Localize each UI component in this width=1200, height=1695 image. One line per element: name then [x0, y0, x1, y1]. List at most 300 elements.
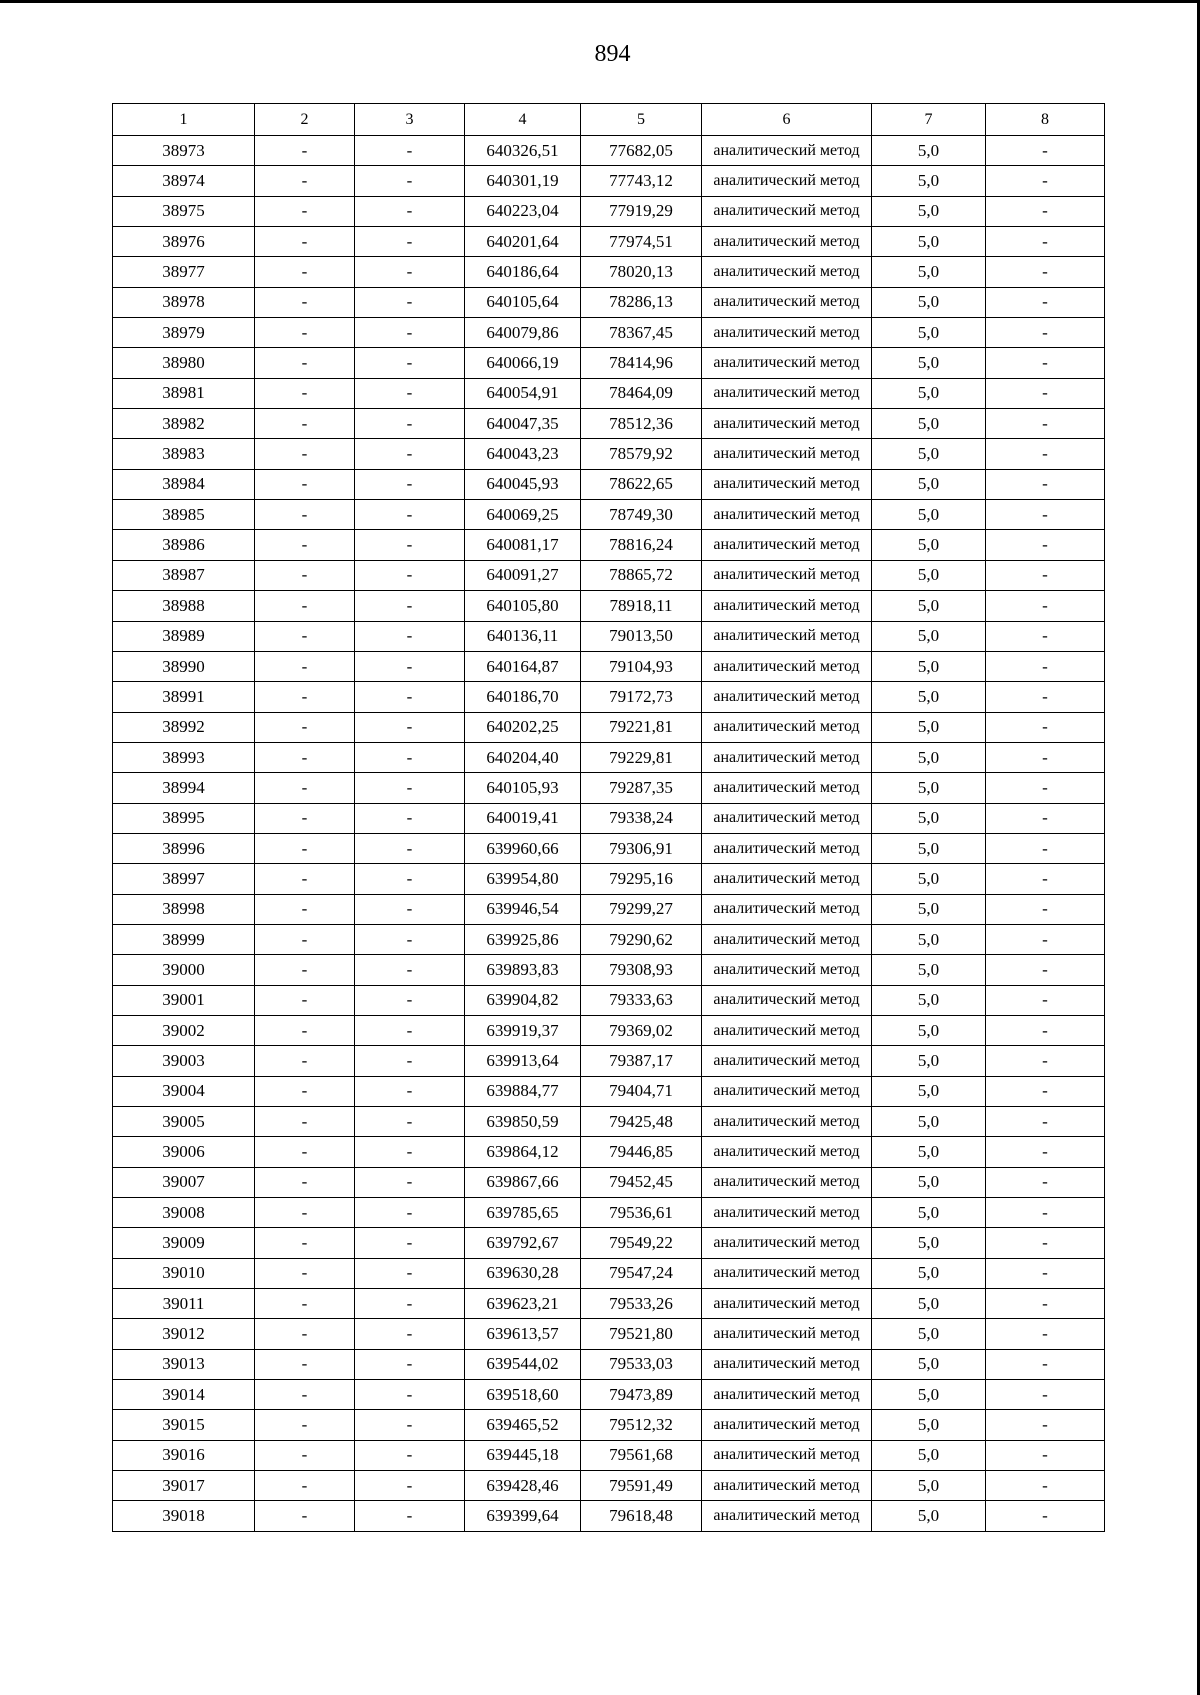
- col8-cell: -: [986, 1167, 1105, 1197]
- col8-cell: -: [986, 560, 1105, 590]
- method-cell: аналитический метод: [702, 227, 872, 257]
- x-coordinate-cell: 639864,12: [465, 1137, 581, 1167]
- col3-cell: -: [355, 864, 465, 894]
- point-number-cell: 38974: [113, 166, 255, 196]
- point-number-cell: 39002: [113, 1015, 255, 1045]
- x-coordinate-cell: 639465,52: [465, 1410, 581, 1440]
- col8-cell: -: [986, 227, 1105, 257]
- y-coordinate-cell: 78749,30: [581, 500, 702, 530]
- point-number-cell: 38979: [113, 318, 255, 348]
- col2-cell: -: [255, 500, 355, 530]
- table-row: [113, 833, 1105, 863]
- col8-cell: -: [986, 287, 1105, 317]
- col3-cell: -: [355, 439, 465, 469]
- point-number-cell: 39015: [113, 1410, 255, 1440]
- x-coordinate-cell: 639785,65: [465, 1198, 581, 1228]
- accuracy-cell: 5,0: [872, 1410, 986, 1440]
- table-row: [113, 1410, 1105, 1440]
- col8-cell: -: [986, 1046, 1105, 1076]
- col8-cell: -: [986, 712, 1105, 742]
- col2-cell: -: [255, 287, 355, 317]
- col2-cell: -: [255, 955, 355, 985]
- col2-cell: -: [255, 1349, 355, 1379]
- method-cell: аналитический метод: [702, 439, 872, 469]
- col2-cell: -: [255, 257, 355, 287]
- y-coordinate-cell: 79446,85: [581, 1137, 702, 1167]
- accuracy-cell: 5,0: [872, 742, 986, 772]
- x-coordinate-cell: 639884,77: [465, 1076, 581, 1106]
- table-row: [113, 318, 1105, 348]
- x-coordinate-cell: 639925,86: [465, 924, 581, 954]
- column-header: 4: [465, 104, 581, 136]
- accuracy-cell: 5,0: [872, 712, 986, 742]
- y-coordinate-cell: 79549,22: [581, 1228, 702, 1258]
- col8-cell: -: [986, 924, 1105, 954]
- method-cell: аналитический метод: [702, 985, 872, 1015]
- y-coordinate-cell: 78918,11: [581, 591, 702, 621]
- x-coordinate-cell: 639428,46: [465, 1471, 581, 1501]
- method-cell: аналитический метод: [702, 196, 872, 226]
- method-cell: аналитический метод: [702, 469, 872, 499]
- y-coordinate-cell: 78816,24: [581, 530, 702, 560]
- x-coordinate-cell: 639623,21: [465, 1289, 581, 1319]
- x-coordinate-cell: 640066,19: [465, 348, 581, 378]
- y-coordinate-cell: 79299,27: [581, 894, 702, 924]
- table-row: [113, 560, 1105, 590]
- x-coordinate-cell: 639867,66: [465, 1167, 581, 1197]
- point-number-cell: 38977: [113, 257, 255, 287]
- accuracy-cell: 5,0: [872, 1015, 986, 1045]
- point-number-cell: 39000: [113, 955, 255, 985]
- x-coordinate-cell: 640105,93: [465, 773, 581, 803]
- col3-cell: -: [355, 166, 465, 196]
- col2-cell: -: [255, 1410, 355, 1440]
- accuracy-cell: 5,0: [872, 287, 986, 317]
- table-row: [113, 621, 1105, 651]
- col8-cell: -: [986, 894, 1105, 924]
- point-number-cell: 39007: [113, 1167, 255, 1197]
- column-header: 7: [872, 104, 986, 136]
- accuracy-cell: 5,0: [872, 318, 986, 348]
- col3-cell: -: [355, 833, 465, 863]
- col8-cell: -: [986, 439, 1105, 469]
- table-row: [113, 469, 1105, 499]
- table-row: [113, 1198, 1105, 1228]
- point-number-cell: 39004: [113, 1076, 255, 1106]
- col3-cell: -: [355, 378, 465, 408]
- table-row: [113, 1471, 1105, 1501]
- table-row: [113, 1107, 1105, 1137]
- method-cell: аналитический метод: [702, 1198, 872, 1228]
- col3-cell: -: [355, 469, 465, 499]
- x-coordinate-cell: 640045,93: [465, 469, 581, 499]
- point-number-cell: 38976: [113, 227, 255, 257]
- col8-cell: -: [986, 591, 1105, 621]
- col8-cell: -: [986, 1349, 1105, 1379]
- table-row: [113, 287, 1105, 317]
- method-cell: аналитический метод: [702, 803, 872, 833]
- point-number-cell: 38978: [113, 287, 255, 317]
- y-coordinate-cell: 78865,72: [581, 560, 702, 590]
- y-coordinate-cell: 79536,61: [581, 1198, 702, 1228]
- accuracy-cell: 5,0: [872, 378, 986, 408]
- method-cell: аналитический метод: [702, 833, 872, 863]
- y-coordinate-cell: 79533,26: [581, 1289, 702, 1319]
- col8-cell: -: [986, 1471, 1105, 1501]
- col8-cell: -: [986, 1015, 1105, 1045]
- point-number-cell: 38994: [113, 773, 255, 803]
- accuracy-cell: 5,0: [872, 1380, 986, 1410]
- table-row: [113, 1076, 1105, 1106]
- col8-cell: -: [986, 833, 1105, 863]
- col2-cell: -: [255, 136, 355, 166]
- table-row: [113, 1501, 1105, 1531]
- method-cell: аналитический метод: [702, 1046, 872, 1076]
- col8-cell: -: [986, 1289, 1105, 1319]
- y-coordinate-cell: 78579,92: [581, 439, 702, 469]
- col8-cell: -: [986, 682, 1105, 712]
- col8-cell: -: [986, 803, 1105, 833]
- point-number-cell: 39012: [113, 1319, 255, 1349]
- col2-cell: -: [255, 864, 355, 894]
- col8-cell: -: [986, 348, 1105, 378]
- method-cell: аналитический метод: [702, 712, 872, 742]
- y-coordinate-cell: 79172,73: [581, 682, 702, 712]
- col2-cell: -: [255, 1015, 355, 1045]
- x-coordinate-cell: 639946,54: [465, 894, 581, 924]
- y-coordinate-cell: 79295,16: [581, 864, 702, 894]
- col2-cell: -: [255, 651, 355, 681]
- accuracy-cell: 5,0: [872, 621, 986, 651]
- col8-cell: -: [986, 1228, 1105, 1258]
- table-row: [113, 864, 1105, 894]
- col8-cell: -: [986, 864, 1105, 894]
- y-coordinate-cell: 79221,81: [581, 712, 702, 742]
- point-number-cell: 39016: [113, 1440, 255, 1470]
- y-coordinate-cell: 78367,45: [581, 318, 702, 348]
- col3-cell: -: [355, 742, 465, 772]
- y-coordinate-cell: 77974,51: [581, 227, 702, 257]
- col2-cell: -: [255, 318, 355, 348]
- method-cell: аналитический метод: [702, 742, 872, 772]
- table-row: [113, 924, 1105, 954]
- method-cell: аналитический метод: [702, 773, 872, 803]
- method-cell: аналитический метод: [702, 257, 872, 287]
- point-number-cell: 39017: [113, 1471, 255, 1501]
- accuracy-cell: 5,0: [872, 1440, 986, 1470]
- accuracy-cell: 5,0: [872, 682, 986, 712]
- y-coordinate-cell: 78464,09: [581, 378, 702, 408]
- y-coordinate-cell: 79308,93: [581, 955, 702, 985]
- point-number-cell: 39001: [113, 985, 255, 1015]
- accuracy-cell: 5,0: [872, 1349, 986, 1379]
- col3-cell: -: [355, 136, 465, 166]
- table-row: [113, 378, 1105, 408]
- col3-cell: -: [355, 955, 465, 985]
- method-cell: аналитический метод: [702, 1440, 872, 1470]
- x-coordinate-cell: 640202,25: [465, 712, 581, 742]
- table-row: [113, 1440, 1105, 1470]
- point-number-cell: 38975: [113, 196, 255, 226]
- method-cell: аналитический метод: [702, 166, 872, 196]
- table-row: [113, 1167, 1105, 1197]
- col2-cell: -: [255, 227, 355, 257]
- table-row: [113, 773, 1105, 803]
- col3-cell: -: [355, 1076, 465, 1106]
- method-cell: аналитический метод: [702, 1137, 872, 1167]
- col3-cell: -: [355, 287, 465, 317]
- x-coordinate-cell: 640326,51: [465, 136, 581, 166]
- column-header: 5: [581, 104, 702, 136]
- col3-cell: -: [355, 1289, 465, 1319]
- point-number-cell: 38980: [113, 348, 255, 378]
- col2-cell: -: [255, 773, 355, 803]
- col2-cell: -: [255, 924, 355, 954]
- y-coordinate-cell: 79338,24: [581, 803, 702, 833]
- col3-cell: -: [355, 1228, 465, 1258]
- x-coordinate-cell: 640047,35: [465, 409, 581, 439]
- point-number-cell: 38996: [113, 833, 255, 863]
- accuracy-cell: 5,0: [872, 257, 986, 287]
- col2-cell: -: [255, 833, 355, 863]
- accuracy-cell: 5,0: [872, 1137, 986, 1167]
- method-cell: аналитический метод: [702, 651, 872, 681]
- column-header: 1: [113, 104, 255, 136]
- method-cell: аналитический метод: [702, 1167, 872, 1197]
- point-number-cell: 38989: [113, 621, 255, 651]
- method-cell: аналитический метод: [702, 1410, 872, 1440]
- x-coordinate-cell: 640201,64: [465, 227, 581, 257]
- point-number-cell: 38982: [113, 409, 255, 439]
- col8-cell: -: [986, 196, 1105, 226]
- method-cell: аналитический метод: [702, 894, 872, 924]
- y-coordinate-cell: 78622,65: [581, 469, 702, 499]
- col2-cell: -: [255, 409, 355, 439]
- x-coordinate-cell: 640204,40: [465, 742, 581, 772]
- point-number-cell: 38990: [113, 651, 255, 681]
- coordinates-table: [112, 103, 1105, 1532]
- col3-cell: -: [355, 1198, 465, 1228]
- col2-cell: -: [255, 1258, 355, 1288]
- x-coordinate-cell: 639850,59: [465, 1107, 581, 1137]
- x-coordinate-cell: 639630,28: [465, 1258, 581, 1288]
- col2-cell: -: [255, 1440, 355, 1470]
- col8-cell: -: [986, 1258, 1105, 1288]
- y-coordinate-cell: 79521,80: [581, 1319, 702, 1349]
- y-coordinate-cell: 79561,68: [581, 1440, 702, 1470]
- x-coordinate-cell: 640054,91: [465, 378, 581, 408]
- col8-cell: -: [986, 1107, 1105, 1137]
- col3-cell: -: [355, 1471, 465, 1501]
- col3-cell: -: [355, 1167, 465, 1197]
- table-row: [113, 1319, 1105, 1349]
- method-cell: аналитический метод: [702, 924, 872, 954]
- accuracy-cell: 5,0: [872, 833, 986, 863]
- col3-cell: -: [355, 348, 465, 378]
- method-cell: аналитический метод: [702, 1076, 872, 1106]
- y-coordinate-cell: 78286,13: [581, 287, 702, 317]
- col3-cell: -: [355, 560, 465, 590]
- y-coordinate-cell: 78512,36: [581, 409, 702, 439]
- y-coordinate-cell: 77743,12: [581, 166, 702, 196]
- col3-cell: -: [355, 1046, 465, 1076]
- x-coordinate-cell: 639399,64: [465, 1501, 581, 1531]
- col8-cell: -: [986, 1410, 1105, 1440]
- col2-cell: -: [255, 894, 355, 924]
- table-row: [113, 409, 1105, 439]
- accuracy-cell: 5,0: [872, 1289, 986, 1319]
- col3-cell: -: [355, 1107, 465, 1137]
- accuracy-cell: 5,0: [872, 227, 986, 257]
- x-coordinate-cell: 640301,19: [465, 166, 581, 196]
- col2-cell: -: [255, 1167, 355, 1197]
- col3-cell: -: [355, 1349, 465, 1379]
- x-coordinate-cell: 640164,87: [465, 651, 581, 681]
- col8-cell: -: [986, 1501, 1105, 1531]
- table-row: [113, 227, 1105, 257]
- col3-cell: -: [355, 651, 465, 681]
- table-row: [113, 136, 1105, 166]
- method-cell: аналитический метод: [702, 864, 872, 894]
- point-number-cell: 38988: [113, 591, 255, 621]
- col3-cell: -: [355, 712, 465, 742]
- point-number-cell: 39013: [113, 1349, 255, 1379]
- accuracy-cell: 5,0: [872, 955, 986, 985]
- col2-cell: -: [255, 196, 355, 226]
- method-cell: аналитический метод: [702, 1289, 872, 1319]
- x-coordinate-cell: 639919,37: [465, 1015, 581, 1045]
- x-coordinate-cell: 640069,25: [465, 500, 581, 530]
- col2-cell: -: [255, 1471, 355, 1501]
- x-coordinate-cell: 639544,02: [465, 1349, 581, 1379]
- col8-cell: -: [986, 1319, 1105, 1349]
- method-cell: аналитический метод: [702, 1471, 872, 1501]
- table-row: [113, 651, 1105, 681]
- col2-cell: -: [255, 1046, 355, 1076]
- method-cell: аналитический метод: [702, 287, 872, 317]
- method-cell: аналитический метод: [702, 1258, 872, 1288]
- table-row: [113, 500, 1105, 530]
- accuracy-cell: 5,0: [872, 348, 986, 378]
- point-number-cell: 38995: [113, 803, 255, 833]
- x-coordinate-cell: 639960,66: [465, 833, 581, 863]
- point-number-cell: 38973: [113, 136, 255, 166]
- y-coordinate-cell: 79104,93: [581, 651, 702, 681]
- method-cell: аналитический метод: [702, 955, 872, 985]
- point-number-cell: 38991: [113, 682, 255, 712]
- accuracy-cell: 5,0: [872, 1228, 986, 1258]
- col3-cell: -: [355, 1137, 465, 1167]
- y-coordinate-cell: 79333,63: [581, 985, 702, 1015]
- method-cell: аналитический метод: [702, 500, 872, 530]
- x-coordinate-cell: 639613,57: [465, 1319, 581, 1349]
- x-coordinate-cell: 640105,64: [465, 287, 581, 317]
- col3-cell: -: [355, 500, 465, 530]
- col3-cell: -: [355, 985, 465, 1015]
- accuracy-cell: 5,0: [872, 1107, 986, 1137]
- y-coordinate-cell: 79425,48: [581, 1107, 702, 1137]
- col8-cell: -: [986, 378, 1105, 408]
- col8-cell: -: [986, 985, 1105, 1015]
- col3-cell: -: [355, 1440, 465, 1470]
- y-coordinate-cell: 79229,81: [581, 742, 702, 772]
- accuracy-cell: 5,0: [872, 439, 986, 469]
- method-cell: аналитический метод: [702, 1015, 872, 1045]
- col8-cell: -: [986, 469, 1105, 499]
- accuracy-cell: 5,0: [872, 530, 986, 560]
- column-header: 3: [355, 104, 465, 136]
- point-number-cell: 39003: [113, 1046, 255, 1076]
- point-number-cell: 38997: [113, 864, 255, 894]
- accuracy-cell: 5,0: [872, 1076, 986, 1106]
- accuracy-cell: 5,0: [872, 803, 986, 833]
- method-cell: аналитический метод: [702, 409, 872, 439]
- table-body: [113, 136, 1105, 1532]
- x-coordinate-cell: 640079,86: [465, 318, 581, 348]
- method-cell: аналитический метод: [702, 1501, 872, 1531]
- col2-cell: -: [255, 166, 355, 196]
- x-coordinate-cell: 639445,18: [465, 1440, 581, 1470]
- col8-cell: -: [986, 955, 1105, 985]
- x-coordinate-cell: 640091,27: [465, 560, 581, 590]
- point-number-cell: 39005: [113, 1107, 255, 1137]
- accuracy-cell: 5,0: [872, 166, 986, 196]
- accuracy-cell: 5,0: [872, 651, 986, 681]
- col2-cell: -: [255, 530, 355, 560]
- table-row: [113, 439, 1105, 469]
- x-coordinate-cell: 640186,70: [465, 682, 581, 712]
- col8-cell: -: [986, 773, 1105, 803]
- point-number-cell: 38992: [113, 712, 255, 742]
- col3-cell: -: [355, 1410, 465, 1440]
- col2-cell: -: [255, 985, 355, 1015]
- method-cell: аналитический метод: [702, 1380, 872, 1410]
- col2-cell: -: [255, 348, 355, 378]
- y-coordinate-cell: 79404,71: [581, 1076, 702, 1106]
- col8-cell: -: [986, 651, 1105, 681]
- col2-cell: -: [255, 1501, 355, 1531]
- table-row: [113, 1380, 1105, 1410]
- col8-cell: -: [986, 530, 1105, 560]
- y-coordinate-cell: 77919,29: [581, 196, 702, 226]
- point-number-cell: 38986: [113, 530, 255, 560]
- point-number-cell: 38984: [113, 469, 255, 499]
- col8-cell: -: [986, 409, 1105, 439]
- point-number-cell: 38983: [113, 439, 255, 469]
- y-coordinate-cell: 78414,96: [581, 348, 702, 378]
- col3-cell: -: [355, 1380, 465, 1410]
- col8-cell: -: [986, 1440, 1105, 1470]
- col3-cell: -: [355, 227, 465, 257]
- y-coordinate-cell: 79533,03: [581, 1349, 702, 1379]
- x-coordinate-cell: 640136,11: [465, 621, 581, 651]
- table-row: [113, 894, 1105, 924]
- accuracy-cell: 5,0: [872, 1167, 986, 1197]
- accuracy-cell: 5,0: [872, 1471, 986, 1501]
- x-coordinate-cell: 639893,83: [465, 955, 581, 985]
- x-coordinate-cell: 639518,60: [465, 1380, 581, 1410]
- column-header: 8: [986, 104, 1105, 136]
- column-header: 2: [255, 104, 355, 136]
- accuracy-cell: 5,0: [872, 469, 986, 499]
- col3-cell: -: [355, 409, 465, 439]
- col3-cell: -: [355, 530, 465, 560]
- table-row: [113, 1349, 1105, 1379]
- point-number-cell: 38993: [113, 742, 255, 772]
- point-number-cell: 38998: [113, 894, 255, 924]
- accuracy-cell: 5,0: [872, 1198, 986, 1228]
- accuracy-cell: 5,0: [872, 1046, 986, 1076]
